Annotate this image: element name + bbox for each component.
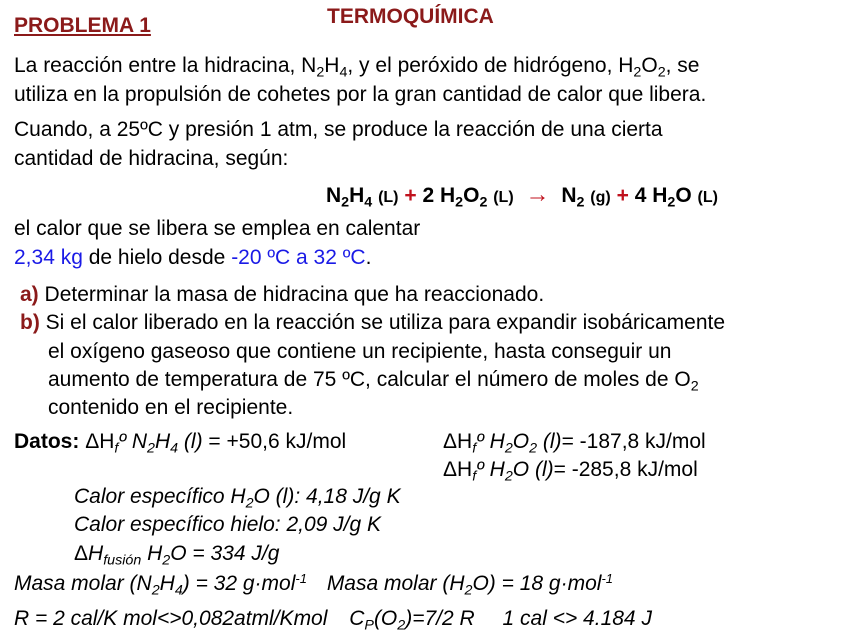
intro-line-2: utiliza en la propulsión de cohetes por la gran cantidad de calor que libera. [14, 83, 707, 106]
arrow-icon: → [525, 181, 550, 208]
intro-line-1: La reacción entre la hidracina, $N_2H_4$, y el peróxido de hidrógeno, $H_2O_2$, se [14, 54, 700, 81]
coefficient: 4 [634, 184, 647, 207]
intro-line-3: Cuando, a 25ºC y presión 1 atm, se produce la reacción de una cierta [14, 118, 663, 141]
intro-line-4: cantidad de hidracina, según: [14, 147, 289, 170]
datos-line-1: Datos: $\Delta H_fº$ $N_2H_4$ (l) = +50,6 kJ/mol [14, 430, 347, 457]
datos-molar-masses: Masa molar $(N_2H_4) = 32$ g·mol$^{-1}$ Masa molar $(H_2O) = 18$ g·mol$^{-1}$ [14, 570, 614, 599]
reactant-peroxide: $H_2O_2$ [439, 184, 488, 211]
plus-sign: + [616, 184, 629, 207]
temperature-range: -20 ºC a 32 ºC [231, 246, 366, 269]
phase-label: (L) [697, 189, 718, 206]
datos-h2o2: $\Delta H_fº$ $H_2O_2$ (l)= -187,8 kJ/mol [443, 430, 706, 457]
question-b-line-3: aumento de temperatura de 75 ºC, calcular el número de moles de $O_2$ [48, 368, 699, 395]
question-b-line-2: el oxígeno gaseoso que contiene un recipiente, hasta conseguir un [48, 340, 672, 363]
reactant-hydrazine: $N_2H_4$ [326, 184, 373, 211]
phase-label: (g) [590, 189, 611, 206]
product-nitrogen: $N_2$ [561, 184, 585, 211]
question-b: b) Si el calor liberado en la reacción se utiliza para expandir isobáricamente [20, 311, 726, 334]
coefficient: 2 [422, 184, 435, 207]
datos-constants: R = 2 cal/K mol<>0,082atml/Kmol $C_P(O_2)=7/2$ R 1 cal <> 4.184 J [14, 607, 652, 634]
problem-label: PROBLEMA 1 [14, 14, 151, 37]
datos-dh-fusion: $\Delta H_{fusión}$ $H_2O = 334$ J/g [74, 542, 280, 569]
datos-cp-ice: Calor específico hielo: 2,09 J/g K [74, 513, 382, 536]
question-b-line-4: contenido en el recipiente. [48, 396, 294, 419]
plus-sign: + [404, 184, 417, 207]
question-a: a) Determinar la masa de hidracina que ha reaccionado. [20, 283, 545, 306]
datos-cp-water: Calor específico $H_2O$ (l): 4,18 J/g K [74, 485, 401, 512]
product-water: $H_2O$ [652, 184, 692, 211]
ice-mass: 2,34 kg [14, 246, 83, 269]
heat-line-2: 2,34 kg de hielo desde -20 ºC a 32 ºC. [14, 246, 372, 269]
phase-label: (L) [493, 189, 514, 206]
reaction-equation [326, 180, 718, 213]
phase-label: (L) [378, 189, 399, 206]
topic-title: TERMOQUÍMICA [327, 5, 494, 28]
heat-line-1: el calor que se libera se emplea en calentar [14, 217, 421, 240]
datos-h2o: $\Delta H_fº$ $H_2O$ (l)= -285,8 kJ/mol [443, 458, 698, 485]
